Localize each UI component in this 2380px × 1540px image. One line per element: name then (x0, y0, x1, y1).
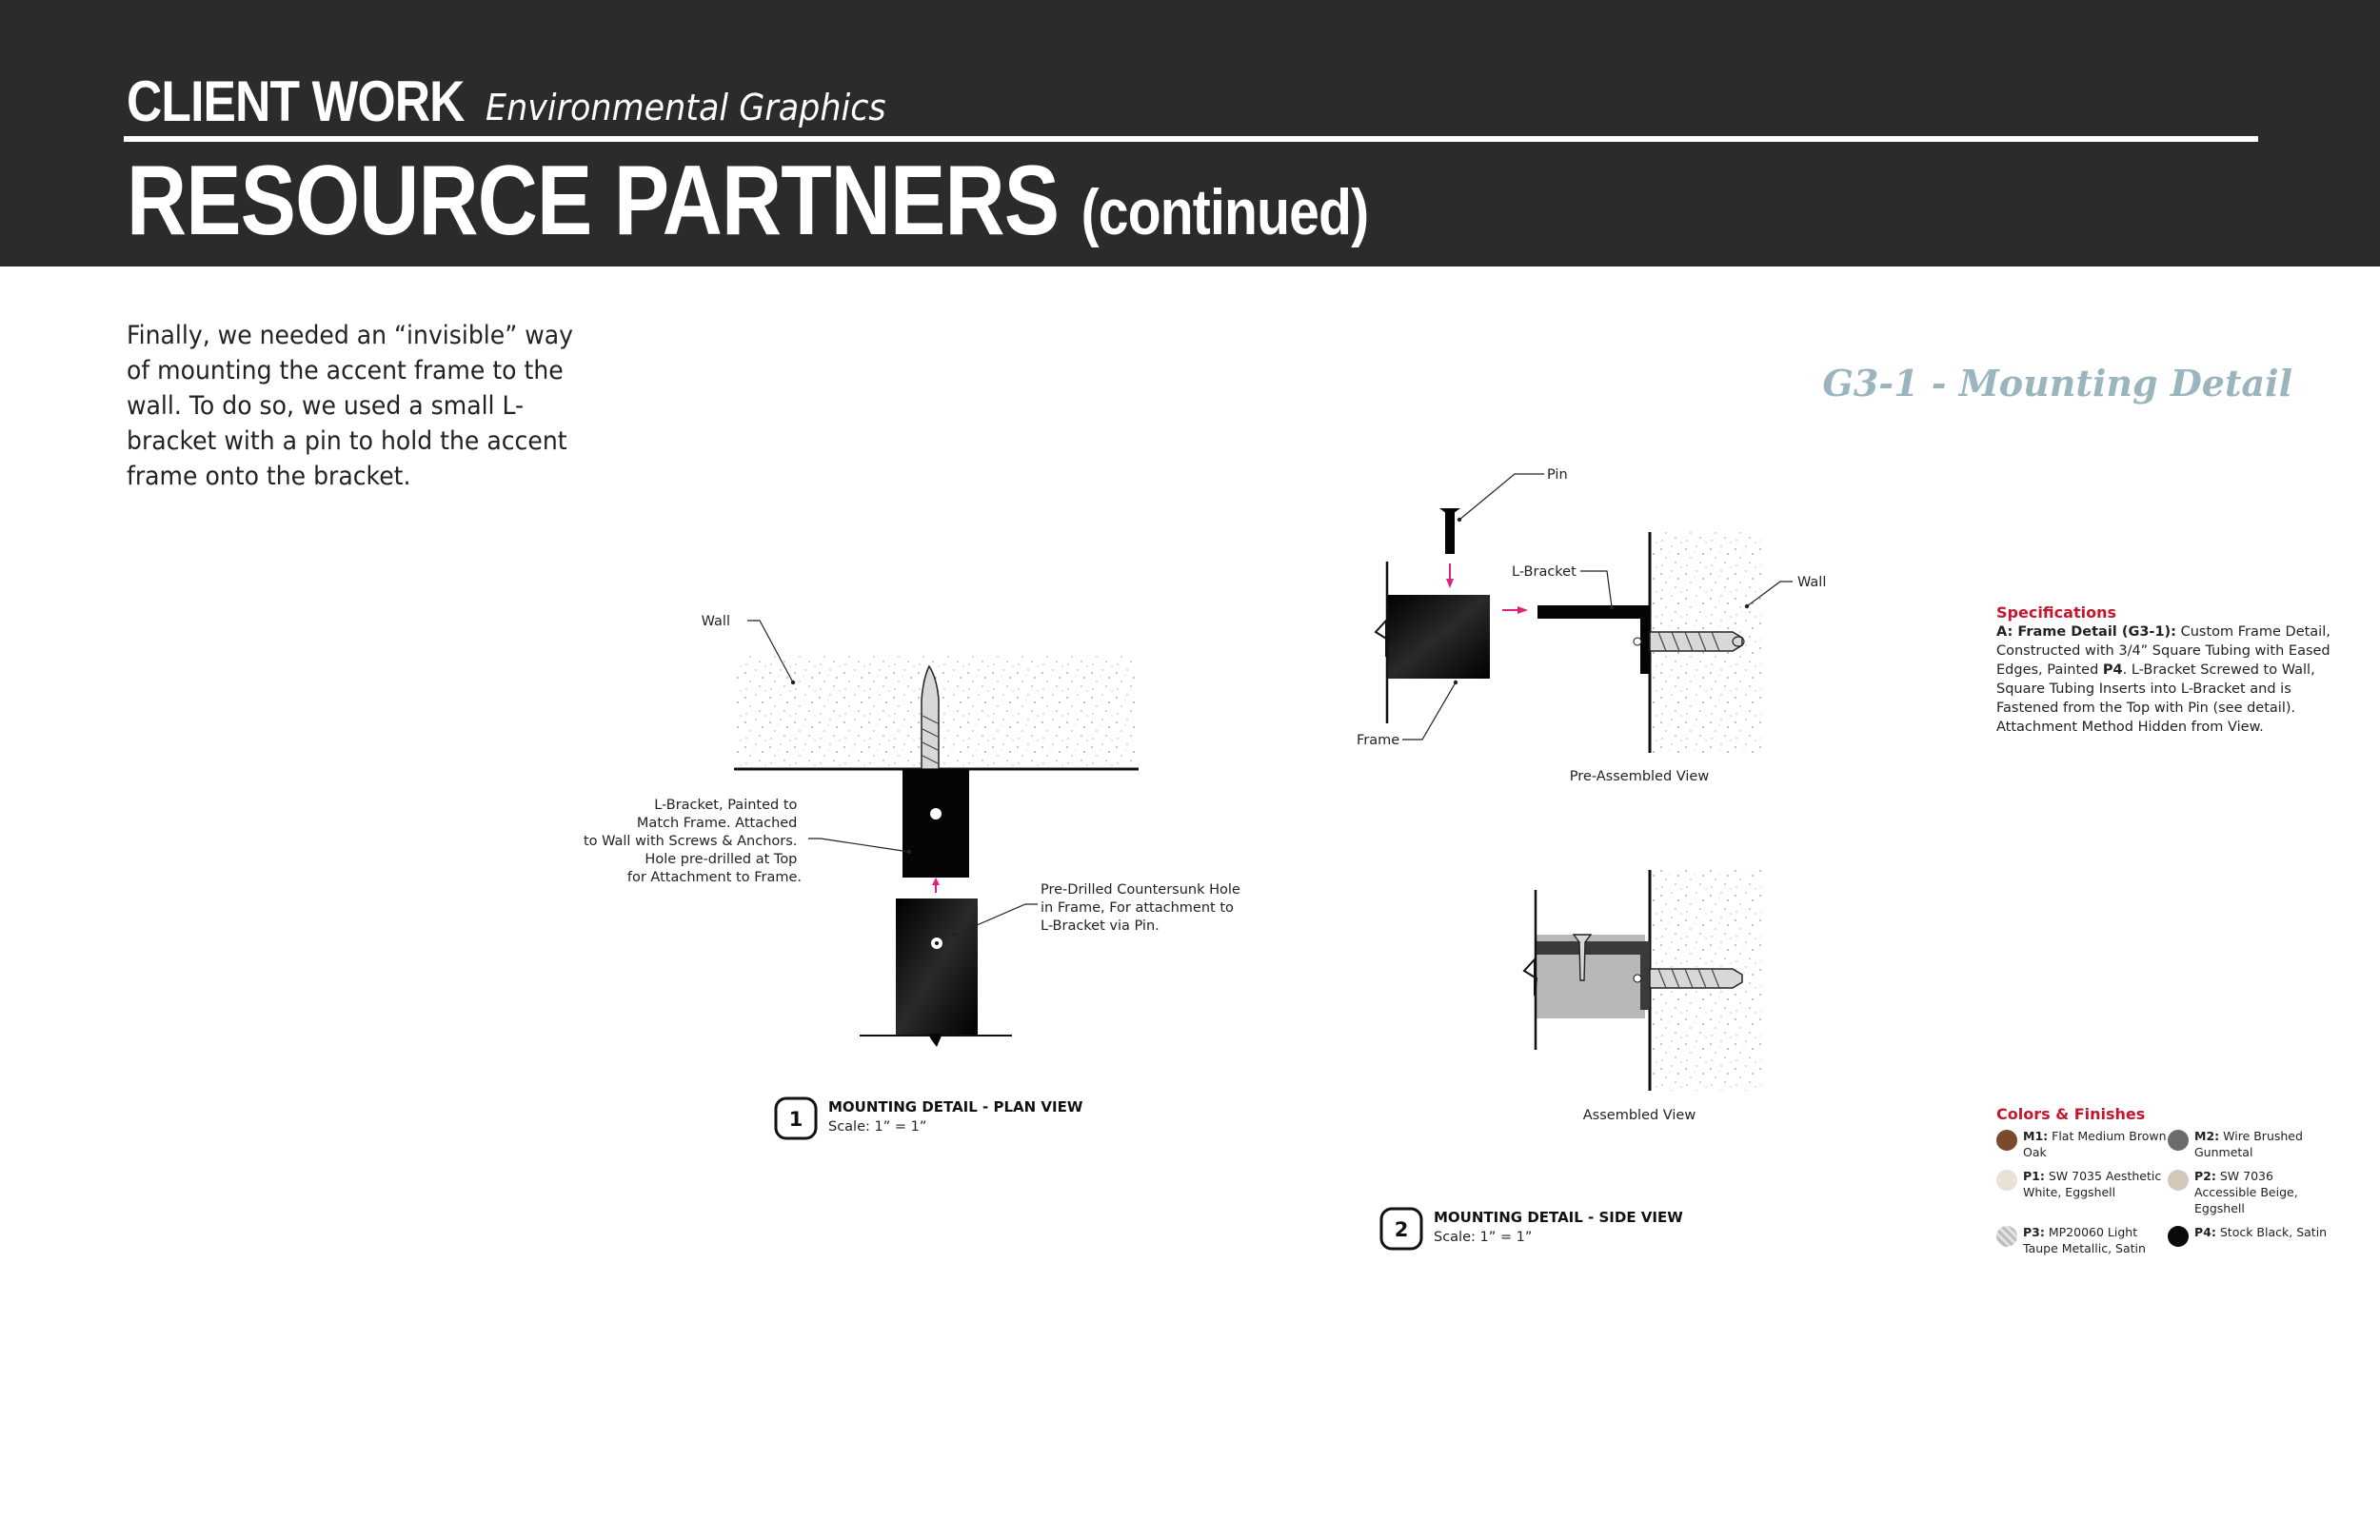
side-detail-number: 2 (1394, 1218, 1409, 1241)
specifications-heading: Specifications (1996, 603, 2116, 622)
swatch-dot (2168, 1226, 2189, 1247)
side-caption-scale: Scale: 1” = 1” (1434, 1230, 1533, 1245)
intro-paragraph: Finally, we needed an “invisible” way of mounting the accent frame to the wall. To do so, we used a small L-bracket with a pin to hold the accent frame onto the bracket. (127, 321, 573, 491)
side-assembled-drawing (1524, 870, 1761, 1123)
detail-title: G3-1 - Mounting Detail (1822, 362, 2292, 405)
plan-view-drawing (584, 614, 1245, 1138)
l-bracket-label: L-Bracket (1512, 564, 1577, 580)
swatch-p3: P3: MP20060 Light Taupe Metallic, Satin (1996, 1224, 2168, 1256)
side-caption-title: MOUNTING DETAIL - SIDE VIEW (1434, 1209, 1683, 1226)
plan-caption-title: MOUNTING DETAIL - PLAN VIEW (828, 1098, 1083, 1116)
colors-heading: Colors & Finishes (1996, 1105, 2146, 1123)
section-title: CLIENT WORK (127, 69, 465, 133)
assembled-l-bracket (1536, 941, 1647, 955)
swatch-dot (1996, 1130, 2017, 1151)
plan-frame (896, 898, 978, 1036)
plan-l-bracket (902, 769, 969, 878)
plan-hole-label: Pre-Drilled Countersunk Hole in Frame, For attachment to L-Bracket via Pin. (1041, 882, 1240, 934)
specifications-text: A: Frame Detail (G3-1): Custom Frame Detail, Constructed with 3/4” Square Tubing with Eased Edges, Painted P4. L-Bracket Screwed to Wall, Square Tubing Inserts into L-Bracket and is Fastened from the Top with Pin (see detail). Attachment Method Hidden from View. (1996, 624, 2330, 735)
pre-pin (1445, 510, 1455, 554)
plan-bracket-hole (930, 808, 942, 819)
swatch-p2: P2: SW 7036 Accessible Beige, Eggshell (2168, 1168, 2339, 1216)
assembled-screw-anchor (1650, 969, 1742, 988)
pre-l-bracket (1537, 605, 1642, 619)
side-pre-assembled-drawing (1357, 467, 1826, 784)
pre-assembled-caption: Pre-Assembled View (1569, 769, 1710, 784)
swatch-p1: P1: SW 7035 Aesthetic White, Eggshell (1996, 1168, 2168, 1216)
assembled-caption: Assembled View (1582, 1108, 1696, 1123)
plan-detail-number: 1 (788, 1108, 803, 1131)
plan-screw-anchor (922, 666, 939, 769)
plan-insert-arrow (932, 878, 940, 885)
subsection-title: Environmental Graphics (486, 87, 886, 128)
swatch-m1: M1: Flat Medium Brown Oak (1996, 1128, 2168, 1160)
swatch-m2: M2: Wire Brushed Gunmetal (2168, 1128, 2339, 1160)
colors-finishes (1996, 1105, 2358, 1256)
swatch-p4: P4: Stock Black, Satin (2168, 1224, 2339, 1256)
swatch-dot (1996, 1226, 2017, 1247)
pre-screw-anchor (1650, 632, 1742, 651)
pre-frame (1387, 595, 1490, 679)
swatch-dot (2168, 1170, 2189, 1191)
plan-wall-label: Wall (701, 614, 730, 629)
pin-label: Pin (1547, 467, 1568, 483)
swatch-dot (1996, 1170, 2017, 1191)
page-title-suffix: (continued) (1081, 176, 1369, 248)
plan-bracket-label: L-Bracket, Painted to Match Frame. Attached to Wall with Screws & Anchors. Hole pre-drilled at Top for Attachment to Frame. (583, 798, 802, 885)
side-wall-label: Wall (1797, 575, 1827, 590)
pre-insert-arrow (1517, 606, 1528, 614)
swatch-dot (2168, 1130, 2189, 1151)
pre-pin-arrow (1446, 579, 1454, 588)
frame-label: Frame (1357, 733, 1400, 748)
plan-caption-scale: Scale: 1” = 1” (828, 1119, 927, 1135)
side-view-caption (1381, 1209, 1683, 1249)
page-title-main: RESOURCE PARTNERS (127, 146, 1060, 256)
specifications (1996, 603, 2339, 737)
